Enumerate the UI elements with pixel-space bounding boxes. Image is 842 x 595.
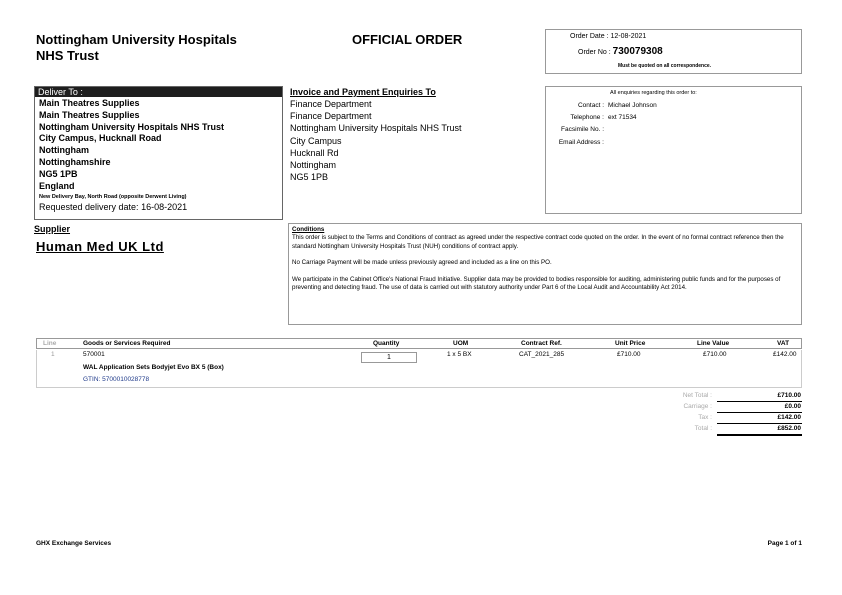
order-info-box	[545, 29, 802, 74]
telephone-label: Telephone :	[570, 114, 604, 121]
invoice-heading: Invoice and Payment Enquiries To	[290, 87, 436, 97]
deliver-address-line: England	[39, 180, 75, 191]
page-number: Page 1 of 1	[767, 540, 802, 547]
row-vat: £142.00	[773, 351, 797, 358]
org-line-2: NHS Trust	[36, 48, 99, 63]
deliver-address-line: Main Theatres Supplies	[39, 98, 140, 108]
deliver-address-line: NG5 1PB	[39, 168, 78, 179]
totals-rule	[717, 434, 802, 436]
row-uom: 1 x 5 BX	[447, 351, 472, 358]
order-number	[578, 46, 663, 57]
deliver-address-line: Nottingham University Hospitals NHS Trust	[39, 121, 225, 132]
col-line: Line	[43, 340, 57, 347]
contact-value: Michael Johnson	[608, 102, 657, 109]
total-value: £852.00	[777, 425, 801, 432]
row-gtin: GTIN: 5700010028778	[83, 376, 150, 383]
invoice-address-line: City Campus	[290, 135, 342, 146]
contact-label: Contact :	[577, 102, 604, 109]
col-unit-price: Unit Price	[615, 340, 646, 347]
conditions-paragraph: We participate in the Cabinet Office's National Fraud Initiative. Supplier data may be provided to bodies responsible for auditing, administering public funds and for the purposes of preventing and detecting fraud. The use of data is carried out with statutory authority under Part 6 of the Local Audit and Accountability Act 2014.	[292, 275, 781, 292]
fax-label: Facsimile No. :	[561, 126, 604, 133]
order-number-label: Order No :	[578, 49, 611, 56]
col-vat: VAT	[777, 340, 790, 347]
row-unit-price: £710.00	[617, 351, 641, 358]
carriage-value: £0.00	[784, 403, 801, 410]
contact-box	[545, 86, 802, 214]
row-line-value: £710.00	[703, 351, 727, 358]
contact-intro: All enquiries regarding this order to:	[610, 90, 697, 96]
carriage-label: Carriage :	[683, 403, 712, 410]
organisation-name	[36, 32, 306, 64]
footer-provider: GHX Exchange Services	[36, 540, 112, 547]
delivery-note: New Delivery Bay, North Road (opposite Derwent Living)	[39, 194, 187, 201]
invoice-address-line: Nottingham University Hospitals NHS Trust	[290, 123, 462, 134]
row-item-code: 570001	[83, 351, 105, 358]
row-contract: CAT_2021_285	[519, 351, 565, 358]
conditions-paragraph: No Carriage Payment will be made unless previously agreed and included as a line on this PO.	[292, 259, 552, 267]
conditions-box	[288, 223, 802, 325]
org-line-1: Nottingham University Hospitals	[36, 32, 237, 47]
order-date-label: Order Date :	[570, 33, 609, 40]
conditions-heading: Conditions	[292, 226, 325, 233]
deliver-address-line: Main Theatres Supplies	[39, 109, 140, 120]
tax-label: Tax :	[698, 414, 712, 421]
invoice-address-line: Finance Department	[290, 99, 372, 109]
conditions-paragraph: This order is subject to the Terms and Conditions of contract as agreed under the respective contract code quoted on the order. In the event of no formal contract reference then the standard Nottingham University Hospitals Trust (NUH) conditions of contract apply.	[292, 234, 784, 250]
deliver-to-box	[34, 86, 283, 220]
deliver-address-line: City Campus, Hucknall Road	[39, 133, 162, 144]
row-description: WAL Application Sets Bodyjet Evo BX 5 (Box)	[83, 364, 224, 371]
invoice-address-line: NG5 1PB	[290, 172, 329, 183]
order-number-value: 730079308	[612, 46, 663, 57]
invoice-address-line: Hucknall Rd	[290, 147, 339, 158]
invoice-address-line: Nottingham	[290, 160, 337, 171]
order-table-header	[36, 338, 802, 349]
table-row	[36, 350, 802, 388]
supplier-name: Human Med UK Ltd	[36, 239, 164, 254]
invoice-address	[290, 98, 462, 183]
totals-rule	[717, 401, 802, 402]
order-date	[570, 33, 646, 40]
col-goods: Goods or Services Required	[83, 340, 171, 347]
total-label: Total :	[694, 425, 712, 432]
net-total-value: £710.00	[777, 392, 801, 399]
deliver-address	[35, 97, 282, 193]
col-uom: UOM	[453, 340, 469, 347]
deliver-address-line: Nottinghamshire	[39, 156, 111, 167]
totals-rule	[717, 412, 802, 413]
order-date-value: 12-08-2021	[610, 33, 647, 40]
supplier-label: Supplier	[34, 224, 71, 234]
col-line-value: Line Value	[697, 340, 730, 347]
tax-value: £142.00	[777, 414, 801, 421]
row-quantity: 1	[361, 352, 417, 363]
email-label: Email Address :	[558, 139, 604, 146]
telephone-value: ext 71534	[608, 114, 637, 121]
col-quantity: Quantity	[373, 340, 400, 347]
col-contract: Contract Ref.	[521, 340, 562, 347]
order-quote-note: Must be quoted on all correspondence.	[618, 63, 712, 69]
row-line-number: 1	[51, 351, 55, 358]
net-total-label: Net Total :	[682, 392, 712, 399]
deliver-to-heading: Deliver To :	[35, 87, 282, 97]
totals-rule	[717, 423, 802, 424]
invoice-address-line: Finance Department	[290, 111, 372, 122]
deliver-address-line: Nottingham	[39, 145, 89, 156]
requested-delivery-date: Requested delivery date: 16-08-2021	[39, 202, 188, 213]
document-title: OFFICIAL ORDER	[352, 32, 463, 47]
